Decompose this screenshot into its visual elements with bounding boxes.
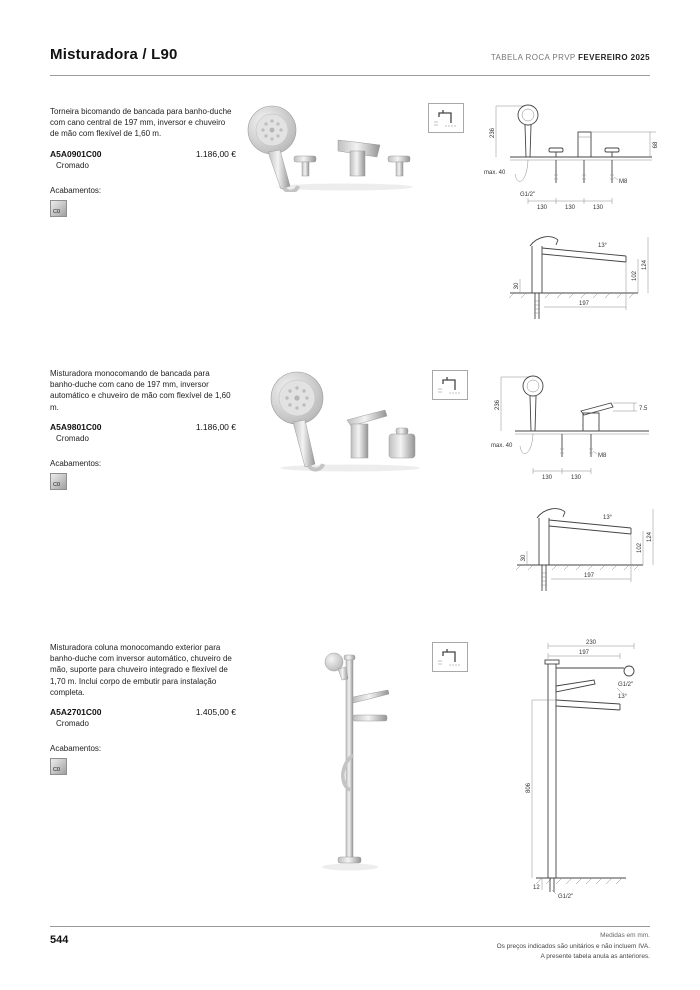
dim-height: 236 [495, 399, 501, 411]
faucet-diagram-icon [435, 374, 465, 396]
dim-reach: 197 [583, 573, 595, 579]
finishes-label: Acabamentos: [50, 458, 102, 468]
dim-thread-bottom: G1/2" [558, 894, 574, 900]
dim-reach: 197 [578, 301, 590, 307]
footer-note-validity: A presente tabela anula as anteriores. [540, 953, 650, 961]
column-view [526, 640, 634, 900]
product-finish: Cromado [56, 718, 89, 728]
product-code: A5A2701C00 [50, 706, 102, 717]
dim-height: 236 [490, 127, 496, 139]
product-code: A5A0901C00 [50, 148, 102, 159]
dim-spacing-3: 130 [592, 205, 604, 211]
tech-drawing-monocomando [487, 365, 657, 605]
dim-197: 197 [578, 650, 590, 656]
tech-drawing-bicomando [480, 95, 660, 335]
faucet-diagram-icon [435, 646, 465, 668]
swatch-code: C0 [53, 766, 61, 773]
photo-shadow [322, 864, 378, 871]
front-view [491, 376, 649, 481]
dim-30: 30 [521, 554, 527, 562]
product-description: Torneira bicomando de bancada para banho-duche com cano central de 197 mm, inversor e chuveiro de mão com flexível de 1,60 m. [50, 107, 232, 139]
dim-124: 124 [647, 531, 653, 543]
product-info-3 [50, 642, 236, 775]
hand-shower [248, 106, 298, 192]
tech-drawing-column [498, 638, 648, 900]
dim-max: max. 40 [491, 443, 513, 449]
footer-divider [50, 926, 650, 927]
page-title: Misturadora / L90 [50, 46, 178, 63]
front-view [484, 105, 659, 211]
catalog-header [491, 53, 650, 62]
dim-spacing-1: 130 [536, 205, 548, 211]
faucet-diagram-icon [431, 107, 461, 129]
code-price-row [50, 422, 236, 432]
photo-shadow [280, 465, 420, 472]
product-code: A5A9801C00 [50, 421, 102, 432]
product-photo-monocomando [255, 368, 425, 473]
finish-swatch-chrome [50, 758, 67, 775]
dim-102: 102 [632, 270, 638, 282]
product-info-2 [50, 368, 236, 490]
hand-shower [271, 372, 323, 470]
product-finish: Cromado [56, 160, 89, 170]
dim-806: 806 [526, 782, 532, 794]
swatch-code: C0 [53, 208, 61, 215]
product-info-1 [50, 106, 236, 217]
dim-angle: 13° [603, 515, 613, 521]
code-price-row [50, 707, 236, 717]
dim-12: 12 [533, 885, 540, 891]
dim-thread: G1/2" [520, 192, 536, 198]
shower-column [325, 653, 389, 863]
swatch-code: C0 [53, 481, 61, 488]
footer-notes [497, 931, 650, 963]
finishes-label: Acabamentos: [50, 185, 102, 195]
footer-note-units: Medidas em mm. [600, 932, 650, 939]
finish-swatch-chrome [50, 473, 67, 490]
finish-swatch-chrome [50, 200, 67, 217]
dim-m8: M8 [619, 179, 628, 185]
dim-spacing-2: 130 [564, 205, 576, 211]
dim-max: max. 40 [484, 170, 506, 176]
dim-102: 102 [637, 542, 643, 554]
dim-angle: 13° [598, 243, 608, 249]
dim-thread-top: G1/2" [618, 682, 634, 688]
product-price: 1.405,00 € [195, 706, 236, 717]
dim-124: 124 [642, 259, 648, 271]
deck-faucet-set [294, 140, 410, 176]
header-divider [50, 75, 650, 76]
page-number: 544 [50, 934, 69, 946]
dim-spacing-2: 130 [570, 475, 582, 481]
catalog-label: TABELA ROCA PRVP [490, 53, 579, 62]
footer-note-vat: Os preços indicados são unitários e não incluem IVA. [496, 942, 650, 950]
dim-spacing-1: 130 [541, 475, 553, 481]
dim-angle: 13° [618, 694, 628, 700]
tech-icon-box-2 [432, 370, 468, 400]
code-price-row [50, 149, 236, 159]
dim-30: 30 [514, 282, 520, 290]
tech-icon-box-3 [432, 642, 468, 672]
catalog-edition: FEVEREIRO 2025 [578, 53, 650, 62]
product-photo-bicomando [240, 100, 420, 192]
side-view [516, 509, 653, 591]
dim-lever-height: 7.5 [639, 406, 648, 412]
product-photo-column [300, 645, 400, 875]
product-description: Misturadora coluna monocomando exterior para banho-duche com inversor automático, chuveiro de mão, suporte para chuveiro integrado e flexível de 1,70 m. Inclui corpo de embutir para instalação completa. [50, 643, 232, 697]
product-description: Misturadora monocomando de bancada para banho-duche com cano de 197 mm, inversor automático e chuveiro de mão com flexível de 1,60 m. [50, 369, 231, 412]
product-finish: Cromado [56, 433, 89, 443]
product-price: 1.186,00 € [195, 421, 236, 432]
finishes-label: Acabamentos: [50, 743, 102, 753]
product-price: 1.186,00 € [195, 148, 236, 159]
dim-spout-height: 68 [653, 141, 659, 149]
dim-m8: M8 [598, 453, 607, 459]
dim-230: 230 [585, 640, 597, 646]
side-view [509, 237, 648, 319]
mixer-body [347, 410, 415, 458]
tech-icon-box-1 [428, 103, 464, 133]
